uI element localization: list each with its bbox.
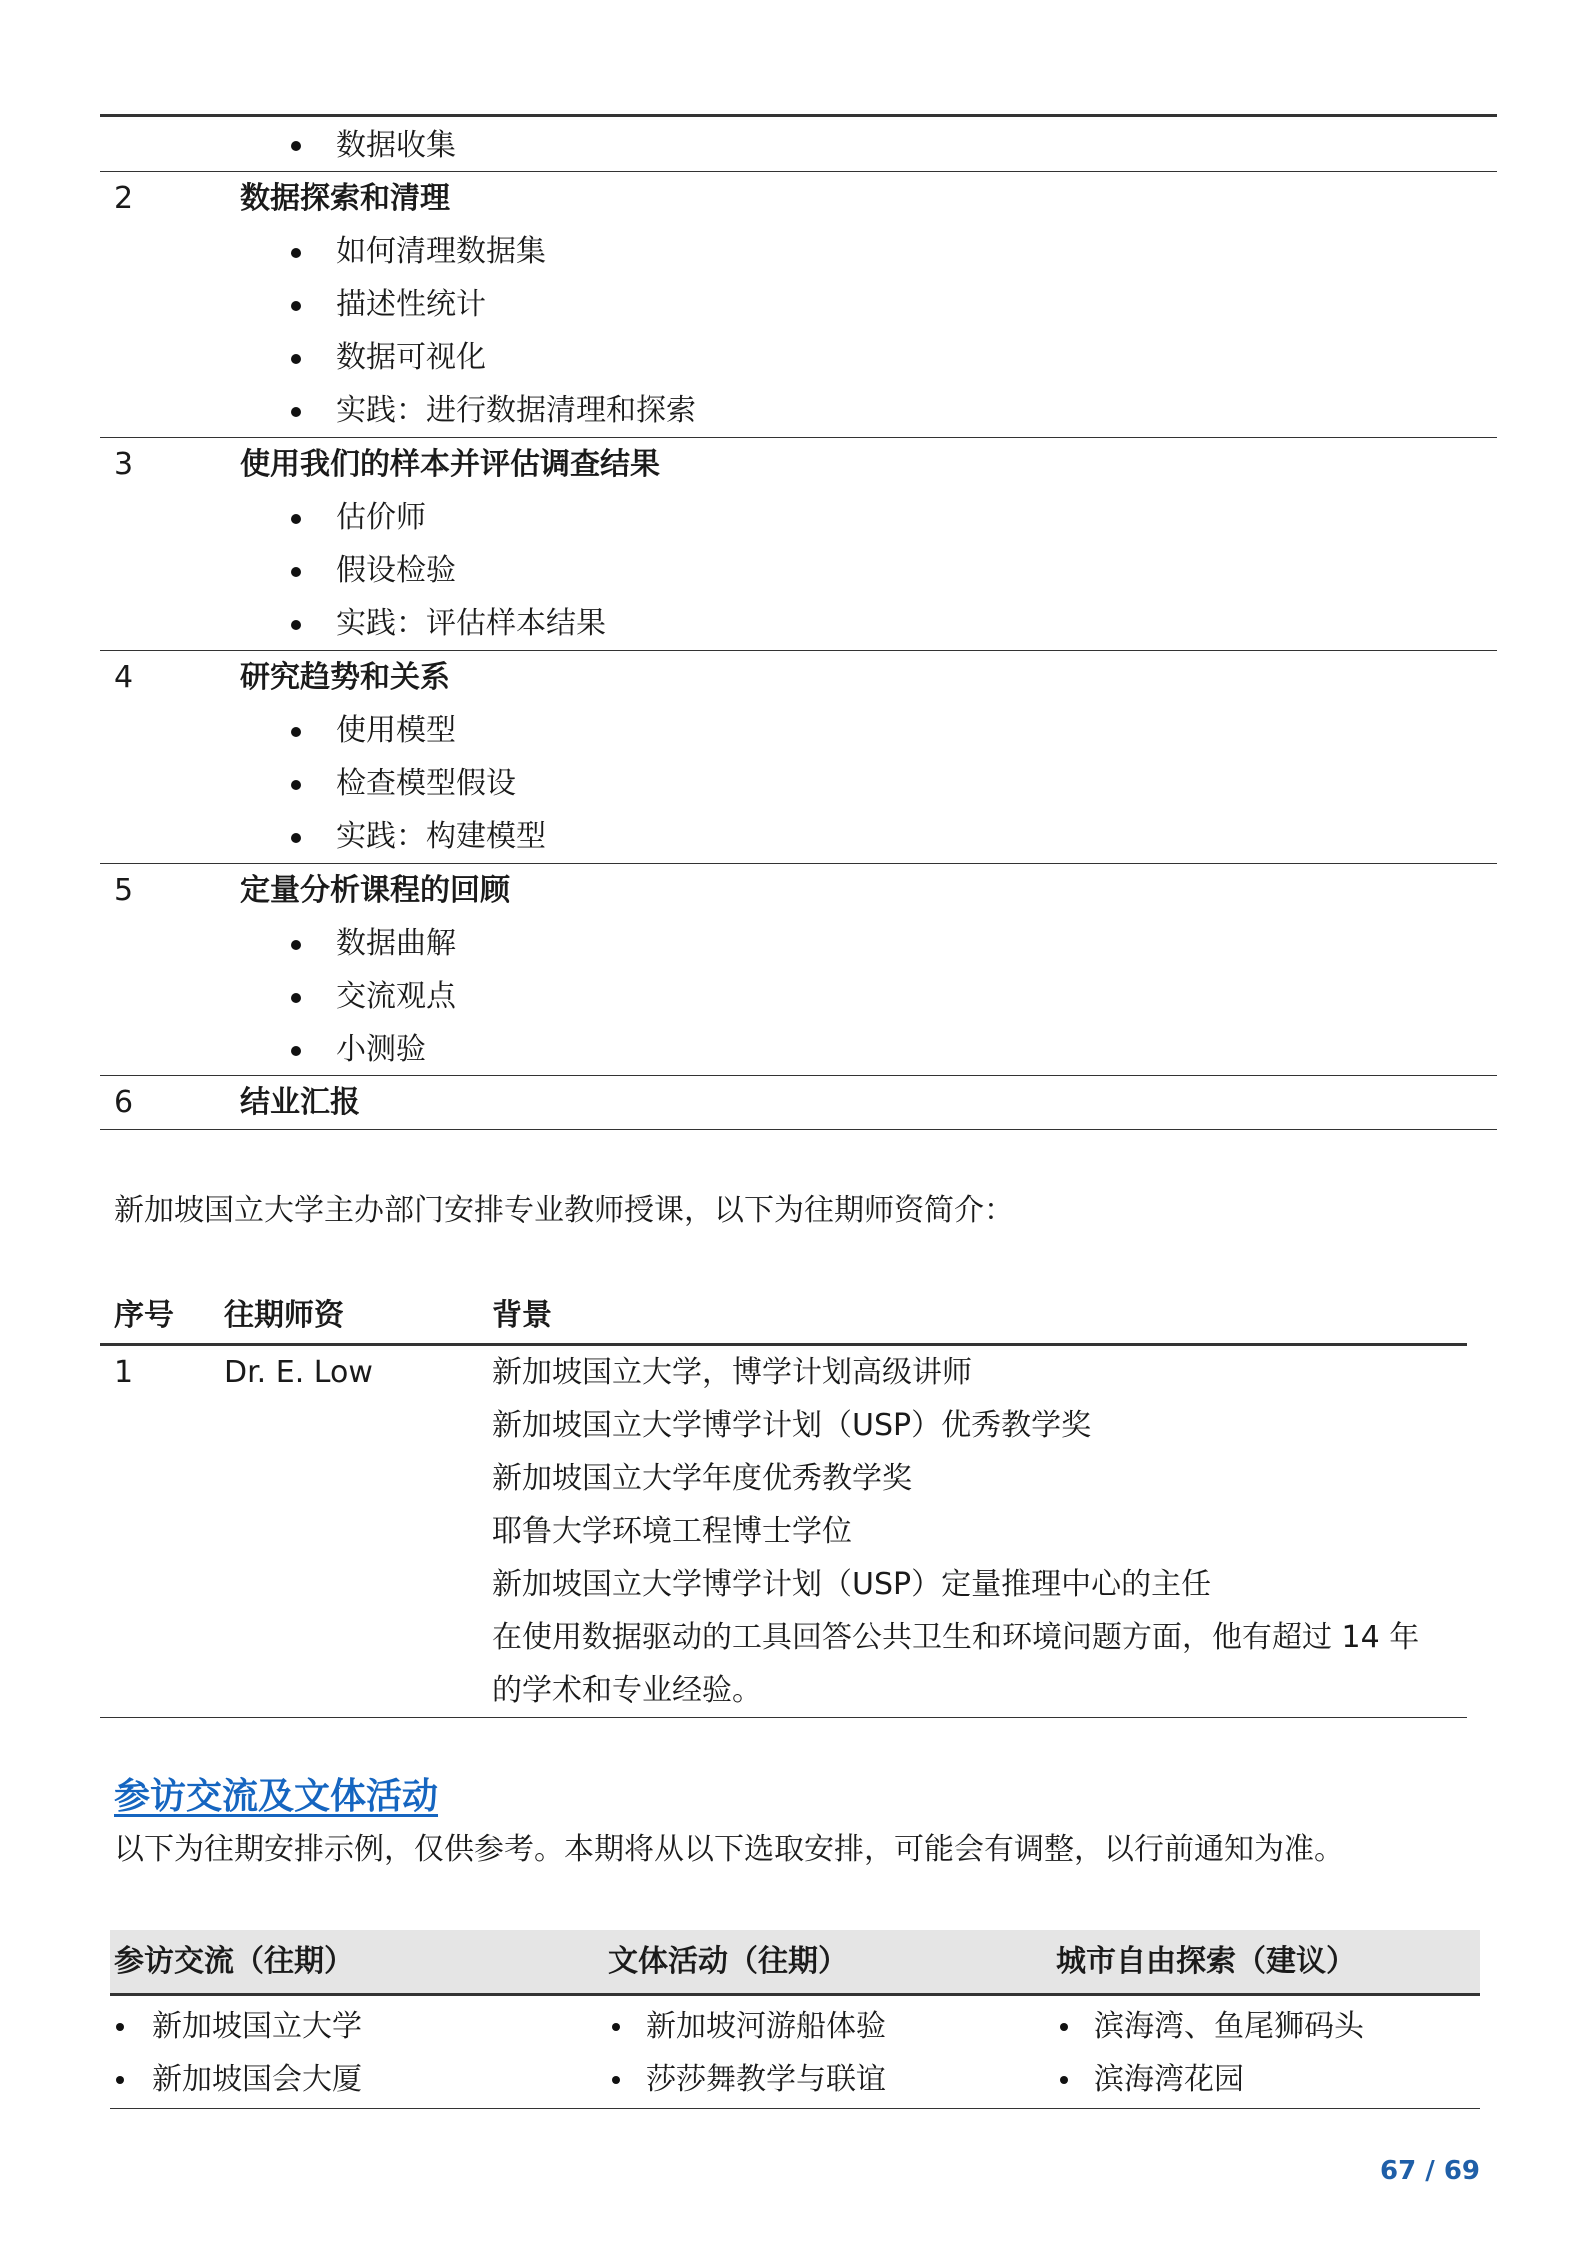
session-number: 2 <box>114 181 134 216</box>
section-title: 参访交流及文体活动 <box>114 1776 439 1817</box>
session-title: 数据探索和清理 <box>240 181 450 216</box>
bullet-icon <box>291 514 301 524</box>
session-title: 结业汇报 <box>240 1085 360 1120</box>
list-item: 莎莎舞教学与联谊 <box>646 2062 886 2097</box>
bullet-icon <box>291 620 301 630</box>
column-header: 参访交流（往期） <box>114 1944 354 1979</box>
bullet-icon <box>291 354 301 364</box>
bullet-icon <box>291 141 301 151</box>
list-item: 实践：进行数据清理和探索 <box>336 393 696 428</box>
list-item: 新加坡河游船体验 <box>646 2009 886 2044</box>
row-divider <box>100 863 1497 864</box>
faculty-intro: 新加坡国立大学主办部门安排专业教师授课，以下为往期师资简介： <box>114 1193 1014 1228</box>
bullet-icon <box>291 248 301 258</box>
column-header: 文体活动（往期） <box>608 1944 848 1979</box>
bullet-icon <box>291 940 301 950</box>
bullet-icon <box>291 1046 301 1056</box>
table-bottom-rule <box>110 2108 1480 2109</box>
list-item: 滨海湾、鱼尾狮码头 <box>1094 2009 1364 2044</box>
list-item: 假设检验 <box>336 553 456 588</box>
background-line: 的学术和专业经验。 <box>492 1673 762 1708</box>
bullet-icon <box>291 727 301 737</box>
page-number: 67 / 69 <box>1380 2156 1480 2186</box>
row-divider <box>100 437 1497 438</box>
list-item: 滨海湾花园 <box>1094 2062 1244 2097</box>
list-item: 实践：评估样本结果 <box>336 606 606 641</box>
session-title: 使用我们的样本并评估调查结果 <box>240 447 660 482</box>
background-line: 新加坡国立大学，博学计划高级讲师 <box>492 1355 972 1390</box>
list-item: 数据曲解 <box>336 926 456 961</box>
bullet-icon <box>291 833 301 843</box>
bullet-icon <box>1060 2076 1068 2084</box>
bullet-icon <box>291 993 301 1003</box>
background-line: 耶鲁大学环境工程博士学位 <box>492 1514 852 1549</box>
bullet-icon <box>291 567 301 577</box>
header-rule <box>110 1993 1480 1996</box>
list-item: 描述性统计 <box>336 287 486 322</box>
session-number: 5 <box>114 873 134 908</box>
list-item: 小测验 <box>336 1032 426 1067</box>
schedule-top-rule <box>100 114 1497 117</box>
list-item: 新加坡国立大学 <box>152 2009 362 2044</box>
session-number: 6 <box>114 1085 134 1120</box>
column-header: 序号 <box>114 1298 174 1333</box>
background-line: 新加坡国立大学博学计划（USP）定量推理中心的主任 <box>492 1567 1212 1602</box>
bullet-icon <box>116 2076 124 2084</box>
column-header: 城市自由探索（建议） <box>1056 1944 1356 1979</box>
list-item: 数据收集 <box>336 128 456 163</box>
list-item: 估价师 <box>336 500 426 535</box>
list-item: 数据可视化 <box>336 340 486 375</box>
section-intro: 以下为往期安排示例，仅供参考。本期将从以下选取安排，可能会有调整，以行前通知为准。 <box>114 1832 1344 1867</box>
session-number: 3 <box>114 447 134 482</box>
background-line: 新加坡国立大学年度优秀教学奖 <box>492 1461 912 1496</box>
row-divider <box>100 650 1497 651</box>
bullet-icon <box>291 780 301 790</box>
table-cell-name: Dr. E. Low <box>224 1355 373 1390</box>
session-number: 4 <box>114 660 134 695</box>
table-cell-num: 1 <box>114 1355 134 1390</box>
bullet-icon <box>291 301 301 311</box>
header-rule <box>100 1343 1467 1346</box>
bullet-icon <box>612 2023 620 2031</box>
list-item: 使用模型 <box>336 713 456 748</box>
session-title: 定量分析课程的回顾 <box>240 873 510 908</box>
schedule-bottom-rule <box>100 1129 1497 1130</box>
background-line: 新加坡国立大学博学计划（USP）优秀教学奖 <box>492 1408 1092 1443</box>
list-item: 实践：构建模型 <box>336 819 546 854</box>
column-header: 背景 <box>492 1298 552 1333</box>
table-bottom-rule <box>100 1717 1467 1718</box>
list-item: 交流观点 <box>336 979 456 1014</box>
session-title: 研究趋势和关系 <box>240 660 450 695</box>
column-header: 往期师资 <box>224 1298 344 1333</box>
list-item: 检查模型假设 <box>336 766 516 801</box>
bullet-icon <box>116 2023 124 2031</box>
list-item: 如何清理数据集 <box>336 234 546 269</box>
row-divider <box>100 1075 1497 1076</box>
bullet-icon <box>291 407 301 417</box>
list-item: 新加坡国会大厦 <box>152 2062 362 2097</box>
row-divider <box>100 171 1497 172</box>
background-line: 在使用数据驱动的工具回答公共卫生和环境问题方面，他有超过 14 年 <box>492 1620 1420 1655</box>
bullet-icon <box>612 2076 620 2084</box>
bullet-icon <box>1060 2023 1068 2031</box>
